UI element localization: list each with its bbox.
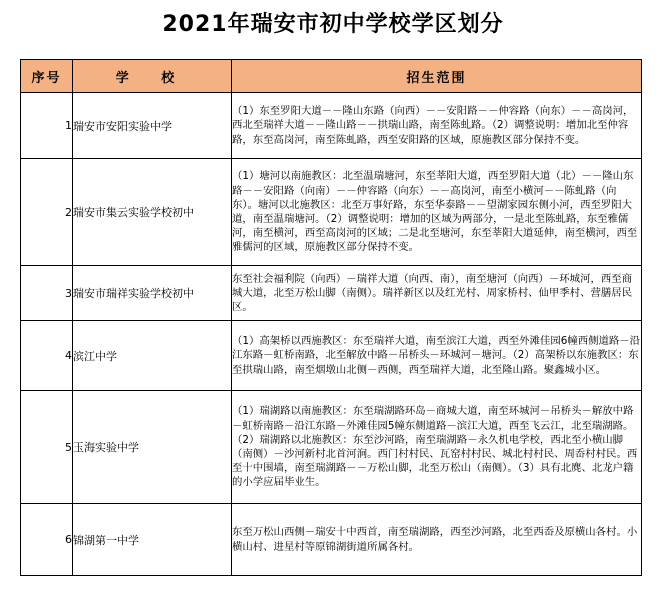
row-range: （1）瑞湖路以南施教区：东至瑞湖路环岛－商城大道，南至环城河－吊桥头－解放中路－虹桥南路－沿江东路－外滩佳园5幢东侧道路－滨江大道，西至飞云江，北至瑞湖路。（2）瑞湖路以北施教区：东至沙河路，南至瑞湖路－永久机电学校，西北至小横山脚（南侧）－沙河新村北首河涧。西门村村民、瓦窑村村民、城北村村民、周岙村村民。西至十中围墙，南至瑞湖路－－万松山脚，北至万松山（南侧）。（3）具有北麂、北龙户籍的小学应届毕业生。 bbox=[232, 391, 642, 504]
table-row bbox=[21, 93, 642, 159]
table-row bbox=[21, 391, 642, 504]
row-range: 东至社会福利院（向西）－瑞祥大道（向西、南），南至塘河（向西）－环城河，西至商城大道，北至万松山脚（南侧）。瑞祥新区以及红光村、周家桥村、仙甲季村、营膳居民区。 bbox=[232, 266, 642, 321]
row-school: 瑞安市瑞祥实验学校初中 bbox=[73, 266, 232, 321]
row-school: 玉海实验中学 bbox=[73, 391, 232, 504]
school-district-table bbox=[20, 59, 642, 576]
row-seq: 4 bbox=[21, 321, 73, 391]
header-school bbox=[73, 60, 232, 93]
row-seq: 6 bbox=[21, 504, 73, 576]
row-range: （1）高架桥以西施教区：东至瑞祥大道，南至滨江大道，西至外滩佳园6幢西侧道路－沿江东路－虹桥南路，北至解放中路－吊桥头－环城河－塘河。（2）高架桥以东施教区：东至拱瑞山路，南至烟墩山北侧－西侧，西至瑞祥大道，北至隆山路。聚鑫城小区。 bbox=[232, 321, 642, 391]
table-header-row bbox=[21, 60, 642, 93]
table-row bbox=[21, 159, 642, 266]
header-range: 招生范围 bbox=[232, 60, 642, 93]
header-school-label: 学 校 bbox=[115, 70, 189, 86]
row-range: （1）东至罗阳大道－－隆山东路（向西）－－安阳路－－仲容路（向东）－－高岗河，西北至瑞祥大道－－隆山路－－拱瑞山路，南至陈虬路。（2）调整说明：增加北至仲容路，东至高岗河，南至陈虬路，西至安阳路的区域，原施教区部分保持不变。 bbox=[232, 93, 642, 159]
header-seq: 序号 bbox=[21, 60, 73, 93]
row-school: 滨江中学 bbox=[73, 321, 232, 391]
row-school: 瑞安市集云实验学校初中 bbox=[73, 159, 232, 266]
row-seq: 3 bbox=[21, 266, 73, 321]
row-range: 东至万松山西侧－瑞安十中西首，南至瑞湖路，西至沙河路，北至西岙及原横山各村。小横山村、进星村等原锦湖街道所属各村。 bbox=[232, 504, 642, 576]
row-seq: 5 bbox=[21, 391, 73, 504]
page-title: 2021年瑞安市初中学校学区划分 bbox=[162, 12, 504, 37]
row-range: （1）塘河以南施教区：北至温瑞塘河，东至莘阳大道，西至罗阳大道（北）－－隆山东路－－安阳路（向南）－－仲容路（向东）－－高岗河，南至小横河－－陈虬路（向东）。塘河以北施教区：北至万事好路，东至华泰路－－望湖家园东侧小河，西至罗阳大道，南至温瑞塘河。（2）调整说明：增加的区域为两部分，一是北至陈虬路，东至雅儒河，南至横河，西至高岗河的区域；二是北至塘河，东至莘阳大道延伸，南至横河，西至雅儒河的区域，原施教区部分保持不变。 bbox=[232, 159, 642, 266]
table-row bbox=[21, 266, 642, 321]
table-row bbox=[21, 504, 642, 576]
table-row bbox=[21, 321, 642, 391]
row-seq: 2 bbox=[21, 159, 73, 266]
row-seq: 1 bbox=[21, 93, 73, 159]
row-school: 瑞安市安阳实验中学 bbox=[73, 93, 232, 159]
row-school: 锦湖第一中学 bbox=[73, 504, 232, 576]
